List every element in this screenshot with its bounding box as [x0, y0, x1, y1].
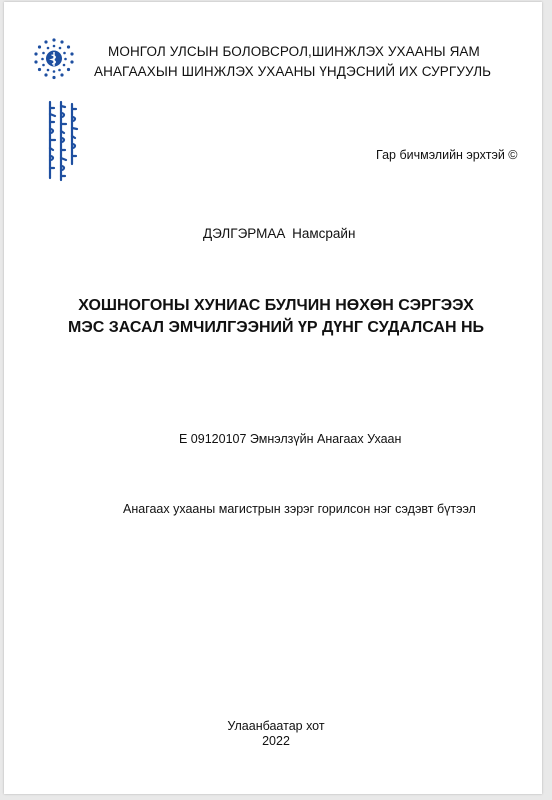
mongolian-script-emblem [42, 100, 82, 182]
document-page [4, 2, 542, 794]
specialty-code: Е 09120107 Эмнэлзүйн Анагаах Ухаан [179, 432, 402, 446]
university-name: АНАГААХЫН ШИНЖЛЭХ УХААНЫ ҮНДЭСНИЙ ИХ СУРГУУЛЬ [94, 64, 492, 79]
university-logo [32, 37, 76, 81]
author-name: ДЭЛГЭРМАА Намсрайн [203, 226, 356, 241]
copyright-note: Гар бичмэлийн эрхтэй © [376, 148, 518, 162]
degree-note: Анагаах ухааны магистрын зэрэг горилсон нэг сэдэвт бүтээл [123, 502, 476, 516]
city: Улаанбаатар хот [227, 719, 325, 733]
ministry-name: МОНГОЛ УЛСЫН БОЛОВСРОЛ,ШИНЖЛЭХ УХААНЫ ЯАМ [108, 44, 480, 59]
thesis-title-line-2: МЭС ЗАСАЛ ЭМЧИЛГЭЭНИЙ ҮР ДҮНГ СУДАЛСАН НЬ [68, 319, 484, 336]
thesis-title-line-1: ХОШНОГОНЫ ХУНИАС БУЛЧИН НӨХӨН СЭРГЭЭХ [78, 297, 474, 314]
year: 2022 [262, 734, 290, 748]
